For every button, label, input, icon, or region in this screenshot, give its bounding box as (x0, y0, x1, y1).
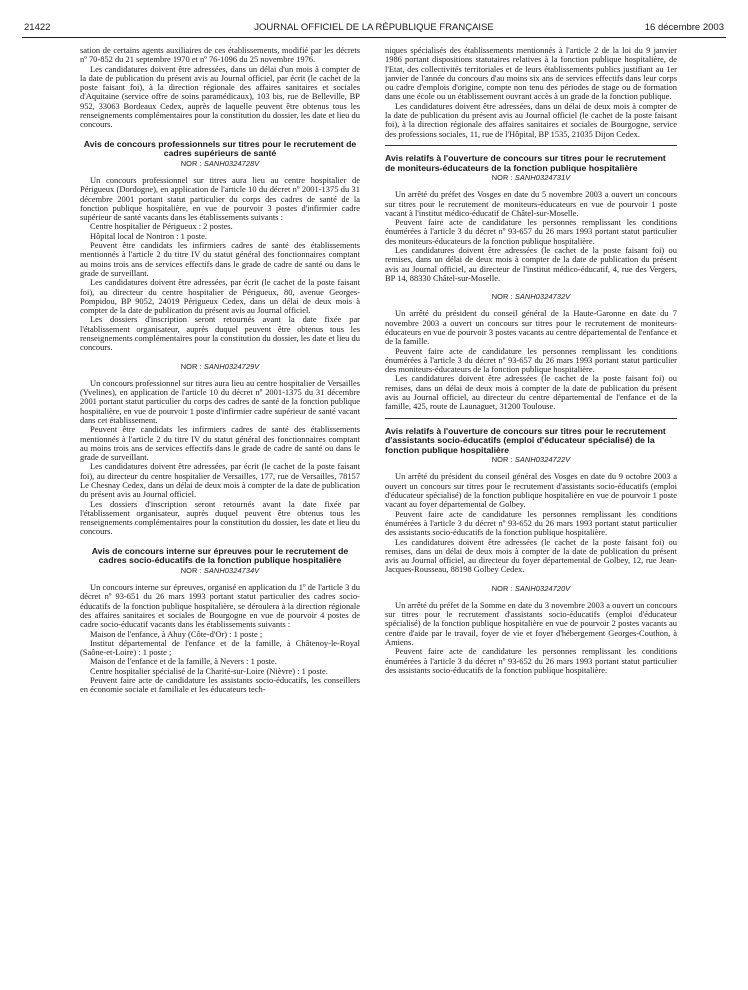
nor-label: NOR : (180, 361, 202, 371)
paragraph: Un concours professionnel sur titres aura lieu au centre hospitalier de Périgueux (Dordogne), en application de l'article 10 du décret nº 2001-1375 du 31 décembre 2001 portant statut particulier du corps des cadres de santé de la fonction publique hospitalière, en vue de pourvoir 3 postes d'infirmier cadre supérieur de santé vacants dans les établissements suivants : (80, 174, 360, 223)
paragraph: Peuvent faire acte de candidature les personnes remplissant les conditions énumérées à l'article 3 du décret nº 93-657 du 26 mars 1993 portant statut particulier des moniteurs-éducateurs de la fonction publique hospitalière. (385, 217, 677, 246)
nor-label: NOR : (180, 158, 202, 168)
paragraph: Peuvent être candidats les infirmiers cadres de santé des établissements mentionnés à l'article 2 du titre IV du statut général des fonctionnaires comptant au moins trois ans de services effectifs dans le grade de cadre de santé ou dans le grade de surveillant. (80, 240, 360, 278)
paragraph: Peuvent faire acte de candidature les personnes remplissant les conditions énumérées à l'article 3 du décret nº 93-657 du 26 mars 1993 portant statut particulier des moniteurs-éducateurs de la fonction publique hospitalière. (385, 345, 677, 375)
nor-label: NOR : (491, 455, 513, 465)
nor-code: SANH0324728V (203, 158, 260, 168)
paragraph: Les dossiers d'inscription seront retournés avant la date fixée par l'établissement organisateur, auprès duquel peuvent être obtenus tous les renseignements complémentaires pour la constitution du dossier, les date et lieu du concours. (80, 314, 360, 353)
paragraph: Un arrêté du préfet des Vosges en date du 5 novembre 2003 a ouvert un concours sur titres pour le recrutement de moniteurs-éducateurs en vue de pourvoir 1 poste vacant à l'institut médico-éducatif de Châtel-sur-Moselle. (385, 189, 677, 218)
paragraph: Les candidatures doivent être adressées, dans un délai d'un mois à compter de la date de publication du présent avis au Journal officiel, par écrit (le cachet de la poste faisant foi), à la direction régionale des affaires sanitaires et sociales d'Aquitaine (service offre de soins paramédicaux), 103 bis, rue de Belleville, BP 952, 33063 Bordeaux Cedex, auprès de laquelle peuvent être obtenus tous les renseignements complémentaires pour la constitution du dossier, les date et lieu du concours. (80, 63, 360, 130)
paragraph: Peuvent faire acte de candidature les personnes remplissant les conditions énumérées à l'article 3 du décret nº 93-652 du 26 mars 1993 portant statut particulier des assistants socio-éducatifs de la fonction publique hospitalière. (385, 508, 677, 538)
paragraph: niques spécialisés des établissements mentionnés à l'article 2 de la loi du 9 janvier 1986 portant dispositions statutaires relatives à la fonction publique hospitalière, de l'Etat, des collectivités territoriales et de leurs établissements publics justifiant au 1er janvier de l'année du concours d'au moins six ans de services effectifs dans leur corps ou cadre d'emplois d'origine, compte non tenu des périodes de stage ou de formation dans une école ou un établissement ouvrant accès à un grade de la fonction publique. (385, 46, 677, 102)
paragraph: Un arrêté du préfet de la Somme en date du 3 novembre 2003 a ouvert un concours sur titres pour le recrutement d'assistants socio-éducatifs (emploi d'éducateur spécialisé) de la fonction publique hospitalière en vue de pourvoir 2 postes vacants au centre d'aide par le travail, foyer de vie et foyer d'hébergement Georges-Couthon, à Amiens. (385, 599, 677, 648)
left-column (80, 46, 360, 984)
section-heading: Avis de concours professionnels sur titres pour le recrutement de cadres supérieurs de santé (83, 138, 357, 159)
nor-label: NOR : (491, 173, 513, 183)
paragraph: Les candidatures doivent être adressées, par écrit (le cachet de la poste faisant foi), au directeur du centre hospitalier de Périgueux, 80, avenue Georges-Pompidou, BP 9052, 24019 Périgueux Cedex, dans un délai de deux mois à compter de la date de publication du présent avis au Journal officiel. (80, 277, 360, 316)
paragraph: Un concours professionnel sur titres aura lieu au centre hospitalier de Versailles (Yvelines), en application de l'article 10 du décret nº 2001-1375 du 31 décembre 2001 portant statut particulier du corps des cadres de santé de la fonction publique hospitalière, en vue de pourvoir 1 poste d'infirmier cadre supérieur de santé vacant dans cet établissement. (80, 377, 360, 425)
paragraph: Un concours interne sur épreuves, organisé en application du 1º de l'article 3 du décret nº 93-651 du 26 mars 1993 portant statut particulier des cadres socio-éducatifs de la fonction publique hospitalière, se déroulera à la direction régionale des affaires sanitaires et sociales de Bourgogne en vue de pourvoir 4 postes de cadre socio-éducatif vacants dans les établissements suivants : (80, 582, 360, 630)
paragraph: Maison de l'enfance, à Ahuy (Côte-d'Or) : 1 poste ; (90, 628, 263, 639)
nor-code: SANH0324722V (514, 455, 571, 465)
section-rule (385, 418, 677, 419)
paragraph: Peuvent faire acte de candidature les personnes remplissant les conditions énumérées à l'article 3 du décret nº 93-652 du 26 mars 1993 portant statut particulier des assistants socio-éducatifs de la fonction publique hospitalière. (385, 646, 677, 675)
nor-code: SANH0324734V (203, 565, 260, 575)
nor-reference (80, 363, 360, 371)
section-heading: Avis relatifs à l'ouverture de concours sur titres pour le recrutement d'assistants socio-éducatifs (emploi d'éducateur spécialisé) de la fonction publique hospitalière (385, 425, 666, 455)
paragraph: sation de certains agents auxiliaires de ces établissements, modifié par les décrets nº 70-852 du 21 septembre 1970 et nº 76-1096 du 25 novembre 1976. (80, 46, 360, 65)
nor-reference (385, 456, 677, 464)
section-heading: Avis de concours interne sur épreuves pour le recrutement de cadres socio-éducatifs de la fonction publique hospitalière (91, 545, 349, 566)
paragraph: Centre hospitalier de Périgueux : 2 postes. (90, 221, 233, 232)
issue-date: 16 décembre 2003 (644, 22, 724, 33)
paragraph: Centre hospitalier spécialisé de la Charité-sur-Loire (Nièvre) : 1 poste. (90, 665, 328, 676)
paragraph: Maison de l'enfance et de la famille, à Nevers : 1 poste. (90, 656, 277, 667)
nor-label: NOR : (180, 565, 202, 575)
nor-label: NOR : (491, 583, 513, 593)
page-number: 21422 (24, 22, 51, 33)
paragraph: Un arrêté du président du conseil général des Vosges en date du 9 octobre 2003 a ouvert un concours sur titres pour le recrutement d'assistants socio-éducatifs (emploi d'éducateur spécialisé) de la fonction publique hospitalière en vue de pourvoir 1 poste vacant au foyer départemental de Golbey. (385, 471, 677, 510)
nor-reference (385, 174, 677, 182)
nor-reference (80, 567, 360, 575)
paragraph: Les candidatures doivent être adressées (le cachet de la poste faisant foi) ou remises, dans un délai de deux mois à compter de la date de publication du présent avis au Journal officiel, au directeur de l'institut médico-éducatif, 4, rue des Vergers, BP 14, 88330 Châtel-sur-Moselle. (385, 245, 677, 283)
page-header (24, 22, 724, 36)
nor-code: SANH0324731V (514, 173, 571, 183)
paragraph: Hôpital local de Nontron : 1 poste. (90, 230, 207, 241)
section-heading: Avis relatifs à l'ouverture de concours sur titres pour le recrutement de moniteurs-éducateurs de la fonction publique hospitalière (385, 152, 666, 173)
nor-code: SANH0324729V (203, 361, 260, 371)
paragraph: Peuvent être candidats les infirmiers cadres de santé des établissements mentionnés à l'article 2 du titre IV du statut général des fonctionnaires comptant au moins trois ans de services effectifs dans le grade de cadre de santé ou dans le grade de surveillant. (80, 424, 360, 463)
nor-reference (80, 160, 360, 168)
nor-reference (385, 585, 677, 593)
journal-title: JOURNAL OFFICIEL DE LA RÉPUBLIQUE FRANÇAISE (254, 22, 494, 33)
header-rule (22, 37, 726, 38)
section-rule (385, 145, 677, 146)
nor-label: NOR : (491, 292, 513, 302)
paragraph: Peuvent faire acte de candidature les assistants socio-éducatifs, les conseillers en économie sociale et familiale et les éducateurs tech- (80, 675, 360, 695)
right-column (385, 46, 677, 984)
nor-code: SANH0324732V (514, 292, 571, 302)
paragraph: Institut départemental de l'enfance et de la famille, à Châtenoy-le-Royal (Saône-et-Loire) : 1 poste ; (80, 637, 360, 658)
paragraph: Les dossiers d'inscription seront retournés avant la date fixée par l'établissement organisateur, auprès duquel peuvent être obtenus tous les renseignements complémentaires pour la constitution du dossier, les date et lieu du concours. (80, 498, 360, 537)
nor-code: SANH0324720V (514, 583, 571, 593)
paragraph: Les candidatures doivent être adressées (le cachet de la poste faisant foi) ou remises, dans un délai de deux mois à compter de la date de publication du présent avis au Journal officiel, au directeur du foyer départemental de Golbey, 12, rue Jean-Jacques-Rousseau, 88198 Golbey Cedex. (385, 536, 677, 575)
paragraph: Les candidatures doivent être adressées, dans un délai de deux mois à compter de la date de publication du présent avis au Journal officiel (le cachet de la poste faisant foi), à la direction régionale des affaires sanitaires et sociales de Bourgogne, service des professions sociales, 11, rue de l'Hôpital, BP 1535, 21035 Dijon Cedex. (385, 100, 677, 139)
nor-reference (385, 293, 677, 301)
paragraph: Un arrêté du président du conseil général de la Haute-Garonne en date du 7 novembre 2003 a ouvert un concours sur titres pour le recrutement de moniteurs-éducateurs en vue de pourvoir 3 postes vacants au centre départemental de l'enfance et de la famille. (385, 308, 677, 347)
paragraph: Les candidatures doivent être adressées, par écrit (le cachet de la poste faisant foi), au directeur du centre hospitalier de Versailles, 177, rue de Versailles, 78157 Le Chesnay Cedex, dans un délai de deux mois à compter de la date de publication du présent avis au Journal officiel. (80, 461, 360, 500)
paragraph: Les candidatures doivent être adressées (le cachet de la poste faisant foi) ou remises, dans un délai de deux mois à compter de la date de publication du présent avis au Journal officiel, au directeur du centre départemental de l'enfance et de la famille, 425, route de Launaguet, 31200 Toulouse. (385, 373, 677, 412)
